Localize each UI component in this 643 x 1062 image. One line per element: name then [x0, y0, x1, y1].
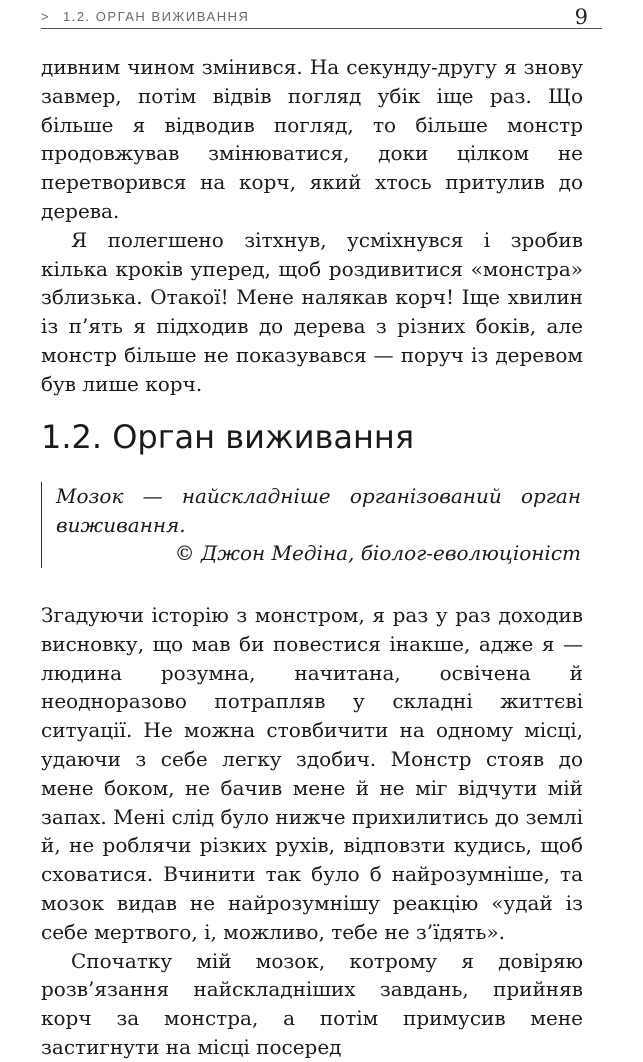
paragraph: Згадуючи історію з монстром, я раз у раз доходив висновку, що мав би повестися інакше, адже я — людина розумна, начитана, освічена й неодноразово потрапляв у складні життєві ситуації. Не можна стовбичити на одному місці, удаючи з себе легку здобич. Монстр стояв до мене боком, не бачив мене й не міг відчути мій запах. Мені слід було нижче прихилитись до землі й, не роблячи різких рухів, відповзти кудись, щоб сховатися. Вчинити так було б найрозумніше, та мозок видав не найрозумнішу реакцію «удай із себе мертвого, і, можливо, тебе не з’їдять».: [41, 603, 583, 944]
text-block-bottom: [41, 601, 583, 1062]
section-heading: 1.2. Орган виживання: [41, 418, 415, 456]
page-number: 9: [574, 5, 588, 29]
chevron-right-icon: >: [41, 9, 51, 24]
paragraph-continued: дивним чином змінився. На секунду-другу я знову завмер, потім відвів погляд убік іще раз. Що більше я відводив погляд, то більше монстр продовжував змінюватися, доки цілком не перетворився на корч, який хтось притулив до дерева.: [41, 55, 583, 223]
running-head-title: 1.2. ОРГАН ВИЖИВАННЯ: [63, 9, 250, 24]
epigraph-quote: Мозок — найскладніше організований орган виживання.: [56, 484, 581, 537]
epigraph: [41, 482, 581, 568]
text-block-top: [41, 53, 583, 399]
paragraph: Спочатку мій мозок, котрому я довіряю розв’язання найскладніших завдань, прийняв корч за монстра, а потім примусив мене застигнути на місці посеред: [41, 948, 583, 1059]
running-head: [41, 6, 602, 29]
paragraph: Я полегшено зітхнув, усміхнувся і зробив кілька кроків уперед, щоб роздивитися «монстра» зблизька. Отакої! Мене налякав корч! Іще хвилин із п’ять я підходив до дерева з різних боків, але монстр більше не показувався — поруч із деревом був лише корч.: [41, 227, 583, 396]
epigraph-attribution: © Джон Медіна, біолог-еволюціоніст: [174, 541, 581, 565]
